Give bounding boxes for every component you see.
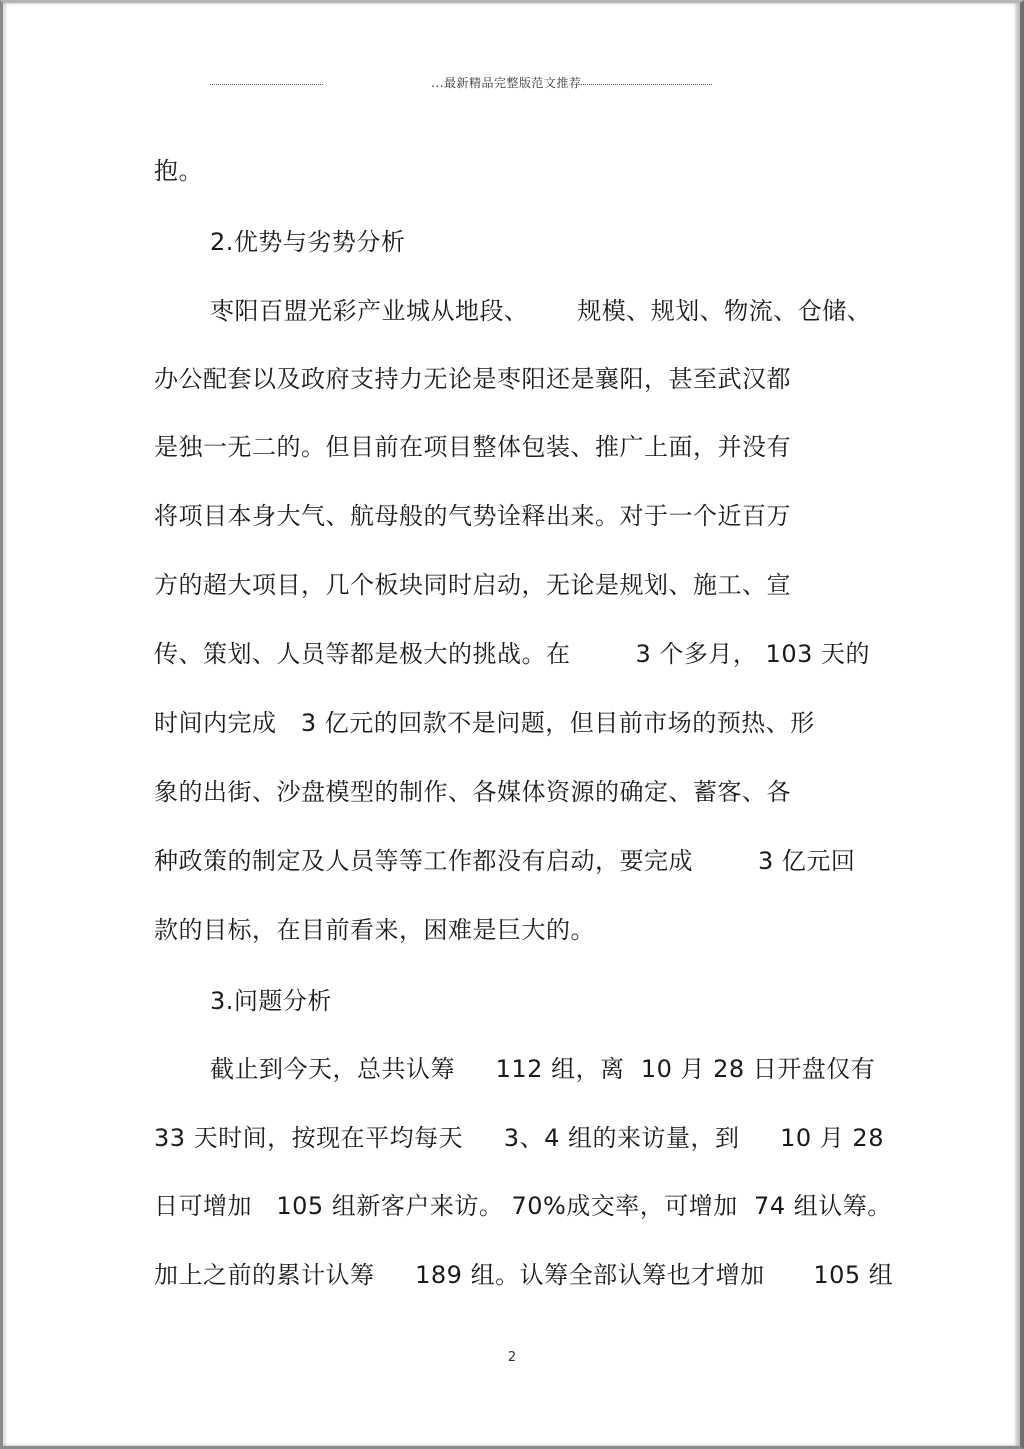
- page-number: 2: [507, 1350, 517, 1365]
- text-line: 是独一无二的。但目前在项目整体包装、推广上面，并没有: [154, 433, 791, 461]
- text-line: 枣阳百盟光彩产业城从地段、 规模、规划、物流、仓储、: [210, 297, 872, 325]
- text-line: 方的超大项目，几个板块同时启动，无论是规划、施工、宣: [154, 571, 791, 599]
- header-title: ...最新精品完整版范文推荐: [431, 75, 582, 90]
- header-rule-left: [210, 83, 323, 85]
- section-heading-problems: 3.问题分析: [210, 987, 332, 1015]
- text-line: 33 天时间，按现在平均每天 3、4 组的来访量，到 10 月 28: [154, 1124, 884, 1152]
- text-line: 款的目标，在目前看来，困难是巨大的。: [154, 916, 595, 944]
- section-heading-strengths: 2.优势与劣势分析: [210, 228, 406, 256]
- text-line: 将项目本身大气、航母般的气势诠释出来。对于一个近百万: [154, 502, 791, 530]
- text-line: 种政策的制定及人员等等工作都没有启动，要完成 3 亿元回: [154, 847, 856, 875]
- text-line: 传、策划、人员等都是极大的挑战。在 3 个多月， 103 天的: [154, 640, 870, 668]
- text-line: 办公配套以及政府支持力无论是枣阳还是襄阳，甚至武汉都: [154, 365, 791, 393]
- text-line: 加上之前的累计认筹 189 组。认筹全部认筹也才增加 105 组: [154, 1261, 894, 1289]
- text-line: 截止到今天，总共认筹 112 组，离 10 月 28 日开盘仅有: [210, 1055, 876, 1083]
- page-header: [210, 74, 712, 90]
- text-line: 象的出街、沙盘模型的制作、各媒体资源的确定、蓄客、各: [154, 778, 791, 806]
- text-line: 时间内完成 3 亿元的回款不是问题，但目前市场的预热、形: [154, 709, 815, 737]
- text-line: 抱。: [154, 157, 203, 185]
- header-rule-right: [581, 83, 712, 85]
- text-line: 日可增加 105 组新客户来访。 70%成交率，可增加 74 组认筹。: [154, 1192, 892, 1220]
